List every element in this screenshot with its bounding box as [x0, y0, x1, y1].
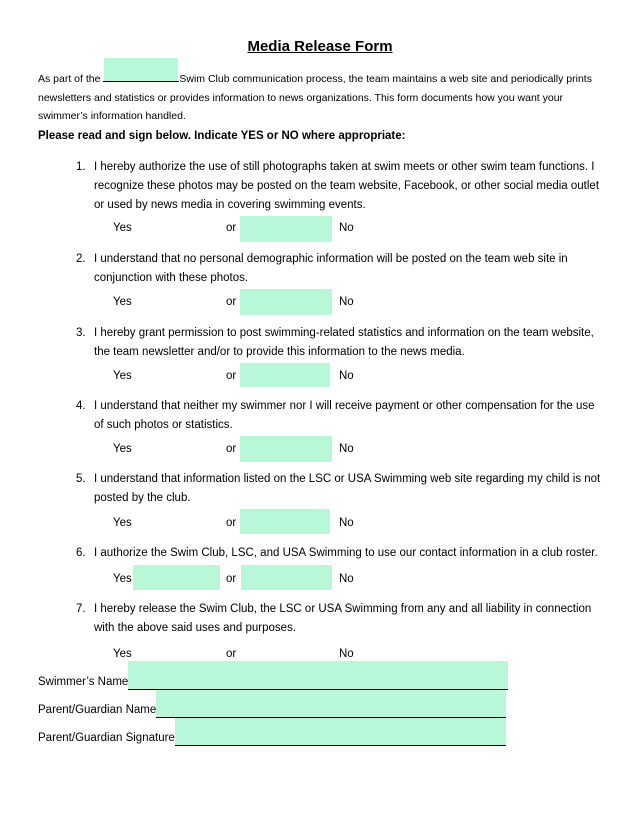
item-2-no-field[interactable]: [240, 289, 332, 315]
item-number: 5.: [76, 473, 86, 485]
no-label: No: [339, 296, 354, 308]
no-label: No: [339, 370, 354, 382]
list-item: [76, 250, 606, 288]
item-text: I hereby grant permission to post swimming-related statistics and information on the team website, the team newsletter and/or to provide this information to the news media.: [94, 327, 594, 358]
item-4-no-field[interactable]: [240, 436, 332, 462]
item-text: I understand that neither my swimmer nor I will receive payment or other compensation for the use of such photos or statistics.: [94, 400, 595, 431]
item-text: I hereby release the Swim Club, the LSC or USA Swimming from any and all liability in connection with the above said uses and purposes.: [94, 603, 592, 634]
parent-name-line: [156, 717, 506, 718]
intro-before-blank: As part of the: [38, 73, 104, 85]
or-label: or: [226, 222, 237, 234]
item-number: 1.: [76, 161, 86, 173]
item-number: 3.: [76, 327, 86, 339]
or-label: or: [226, 370, 237, 382]
parent-name-field[interactable]: [156, 690, 506, 717]
yes-label: Yes: [113, 370, 132, 382]
list-item: [76, 158, 606, 215]
item-3-no-field[interactable]: [240, 363, 330, 387]
or-label: or: [226, 573, 237, 585]
swimmer-name-line: [128, 689, 508, 690]
swimmer-name-field[interactable]: [128, 661, 508, 689]
item-number: 4.: [76, 400, 86, 412]
yes-label: Yes: [113, 573, 132, 585]
no-label: No: [339, 517, 354, 529]
swimmer-name-label: Swimmer’s Name: [38, 676, 129, 688]
list-item: [76, 324, 606, 362]
item-number: 7.: [76, 603, 86, 615]
or-label: or: [226, 648, 237, 660]
yes-label: Yes: [113, 296, 132, 308]
list-item: [76, 544, 606, 563]
yes-label: Yes: [113, 648, 132, 660]
no-label: No: [339, 648, 354, 660]
yes-label: Yes: [113, 517, 132, 529]
item-text: I authorize the Swim Club, LSC, and USA Swimming to use our contact information in a club roster.: [94, 547, 598, 559]
item-text: I understand that information listed on the LSC or USA Swimming web site regarding my child is not posted by the club.: [94, 473, 601, 504]
item-text: I hereby authorize the use of still photographs taken at swim meets or other swim team functions. I recognize these photos may be posted on the team website, Facebook, or other social media outlet or used by news media in covering swimming events.: [94, 161, 600, 211]
club-name-blank: [103, 70, 179, 89]
intro-after-blank: Swim Club communication process, the team maintains a web site and periodically prints newsletters and statistics or provides information to news organizations. This form documents how you want your swimmer’s information handled.: [38, 73, 592, 122]
or-label: or: [226, 296, 237, 308]
or-label: or: [226, 517, 237, 529]
item-6-no-field[interactable]: [241, 565, 332, 590]
no-label: No: [339, 573, 354, 585]
yes-label: Yes: [113, 443, 132, 455]
intro-paragraph: [38, 70, 608, 126]
parent-name-label: Parent/Guardian Name: [38, 704, 157, 716]
list-item: [76, 397, 606, 435]
item-number: 6.: [76, 547, 86, 559]
item-5-no-field[interactable]: [240, 509, 330, 534]
yes-label: Yes: [113, 222, 132, 234]
list-item: [76, 470, 606, 508]
form-title: Media Release Form: [247, 38, 393, 55]
item-1-no-field[interactable]: [240, 216, 332, 242]
item-6-yes-field[interactable]: [133, 565, 220, 590]
no-label: No: [339, 443, 354, 455]
no-label: No: [339, 222, 354, 234]
list-item: [76, 600, 606, 638]
parent-signature-field[interactable]: [175, 718, 506, 745]
instructions: Please read and sign below. Indicate YES or NO where appropriate:: [38, 130, 406, 142]
item-text: I understand that no personal demographic information will be posted on the team web site in conjunction with these photos.: [94, 253, 568, 284]
parent-signature-label: Parent/Guardian Signature: [38, 732, 175, 744]
or-label: or: [226, 443, 237, 455]
item-number: 2.: [76, 253, 86, 265]
parent-signature-line: [175, 745, 506, 746]
